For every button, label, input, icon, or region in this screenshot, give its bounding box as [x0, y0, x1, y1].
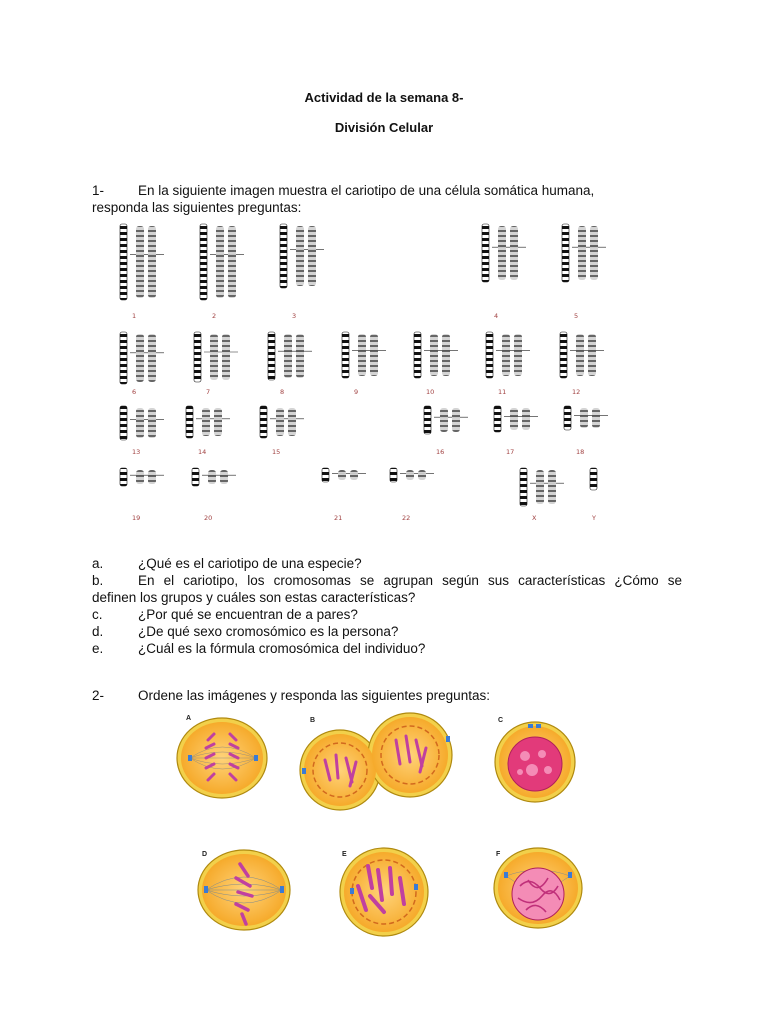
chromatid-21-1: [338, 470, 346, 480]
karyotype-label-18: 18: [576, 448, 585, 456]
cell-e-centrosome-left: [350, 888, 354, 894]
chromatid-x-1: [536, 470, 544, 504]
chromatid-14-2: [214, 408, 222, 436]
ideogram-14: [186, 406, 193, 438]
cell-c-centrosome-2: [536, 724, 541, 728]
chromosome-22: [390, 468, 434, 482]
ideogram-1: [120, 224, 127, 300]
ideogram-13: [120, 406, 127, 440]
ideogram-11: [486, 332, 493, 378]
chromosome-6: [120, 332, 164, 384]
cell-c-label: C: [498, 717, 504, 724]
chromatid-17-1: [510, 408, 518, 430]
karyotype-label-14: 14: [198, 448, 207, 456]
page-title: Actividad de la semana 8-: [304, 90, 464, 105]
chromosome-14: [186, 406, 230, 438]
cell-e: [340, 848, 428, 936]
karyotype-label-5: 5: [574, 312, 579, 320]
karyotype-label-19: 19: [132, 514, 141, 522]
chromatid-6-1: [136, 334, 144, 382]
karyotype-label-1: 1: [132, 312, 137, 320]
ideogram-2: [200, 224, 207, 300]
chromosome-5: [562, 224, 606, 282]
chromatid-12-2: [588, 334, 596, 376]
ideogram-12: [560, 332, 567, 378]
karyotype-label-16: 16: [436, 448, 445, 456]
cell-c-nucleus: [508, 737, 562, 791]
chromosome-16: [424, 406, 468, 434]
question-1-line2: responda las siguientes preguntas:: [92, 200, 302, 215]
ideogram-y: [590, 468, 597, 490]
chromosome-1: [120, 224, 164, 300]
subquestion-d-text: ¿De qué sexo cromosómico es la persona?: [138, 624, 399, 639]
cell-c-centrosome-1: [528, 724, 533, 728]
subquestion-d: [92, 623, 682, 640]
chromatid-1-1: [136, 226, 144, 298]
ideogram-x: [520, 468, 527, 506]
ideogram-18: [564, 406, 571, 430]
chromatid-13-2: [148, 408, 156, 438]
subquestion-b-cont: definen los grupos y cuáles son estas características?: [92, 590, 416, 605]
cell-b-centrosome-right: [446, 736, 450, 742]
chromosome-4: [482, 224, 526, 282]
karyotype-label-6: 6: [132, 388, 137, 396]
cell-a-centrosome-left: [188, 755, 192, 761]
subquestion-e-text: ¿Cuál es la fórmula cromosómica del individuo?: [138, 641, 426, 656]
karyotype-label-12: 12: [572, 388, 581, 396]
chromosome-19: [120, 468, 164, 486]
chromatid-18-1: [580, 408, 588, 428]
cell-e-label: E: [342, 851, 347, 858]
chromatid-11-2: [514, 334, 522, 376]
chromatid-16-2: [452, 408, 460, 432]
cell-f-label: F: [496, 851, 501, 858]
chromatid-3-2: [308, 226, 316, 286]
subquestion-e: [92, 640, 682, 657]
ideogram-3: [280, 224, 287, 288]
chromatid-18-2: [592, 408, 600, 428]
chromatid-17-2: [522, 408, 530, 430]
question-2-text: Ordene las imágenes y responda las siguientes preguntas:: [138, 688, 490, 703]
cell-b-label: B: [310, 717, 316, 724]
chromatid-15-1: [276, 408, 284, 436]
chromosome-2: [200, 224, 244, 300]
chromatid-3-1: [296, 226, 304, 286]
ideogram-16: [424, 406, 431, 434]
karyotype-label-13: 13: [132, 448, 141, 456]
cell-b-centrosome-left: [302, 768, 306, 774]
question-1-line1: En la siguiente imagen muestra el cariotipo de una célula somática humana,: [138, 183, 595, 198]
chromatid-4-1: [498, 226, 506, 280]
chromatid-20-2: [220, 470, 228, 484]
chromatid-19-2: [148, 470, 156, 484]
cell-division-figure: [170, 700, 600, 950]
chromatid-20-1: [208, 470, 216, 484]
cell-d-label: D: [202, 851, 208, 858]
chromosome-y: [590, 468, 597, 490]
ideogram-20: [192, 468, 199, 486]
chromosome-9: [342, 332, 386, 378]
karyotype-label-17: 17: [506, 448, 515, 456]
chromatid-8-2: [296, 334, 304, 378]
ideogram-17: [494, 406, 501, 432]
question-2-number: 2-: [92, 688, 105, 703]
cell-e-centrosome-right: [414, 884, 418, 890]
cell-f-centrosome-left: [504, 872, 508, 878]
ideogram-4: [482, 224, 489, 282]
chromosome-21: [322, 468, 366, 482]
cell-d-centrosome-left: [204, 886, 208, 893]
chromatid-13-1: [136, 408, 144, 438]
karyotype-label-21: 21: [334, 514, 343, 522]
subquestion-d-letter: d.: [92, 624, 104, 639]
subquestion-a: [92, 555, 682, 572]
karyotype-figure: [110, 220, 620, 530]
chromatid-7-1: [210, 334, 218, 380]
chromatid-x-2: [548, 470, 556, 504]
chromatid-15-2: [288, 408, 296, 436]
chromatid-14-1: [202, 408, 210, 436]
chromatid-22-2: [418, 470, 426, 480]
chromosome-x: [520, 468, 564, 506]
chromatid-19-1: [136, 470, 144, 484]
ideogram-15: [260, 406, 267, 438]
karyotype-label-x: X: [532, 514, 537, 522]
ideogram-19: [120, 468, 127, 486]
cell-d-centrosome-right: [280, 886, 284, 893]
chromatid-2-1: [216, 226, 224, 298]
chromatid-22-1: [406, 470, 414, 480]
chromatid-6-2: [148, 334, 156, 382]
karyotype-label-2: 2: [212, 312, 217, 320]
chromatid-4-2: [510, 226, 518, 280]
chromatid-21-2: [350, 470, 358, 480]
subquestion-a-letter: a.: [92, 556, 104, 571]
cell-e-cytoplasm: [344, 852, 424, 932]
chromatid-5-2: [590, 226, 598, 280]
cell-f-centrosome-right: [568, 872, 572, 878]
karyotype-label-22: 22: [402, 514, 411, 522]
chromosome-12: [560, 332, 604, 378]
chromosome-8: [268, 332, 312, 380]
chromatid-16-1: [440, 408, 448, 432]
ideogram-22: [390, 468, 397, 482]
chromosome-3: [280, 224, 324, 288]
chromatid-10-2: [442, 334, 450, 376]
chromosome-15: [260, 406, 304, 438]
page-subtitle: División Celular: [334, 120, 434, 135]
cell-b: [300, 713, 452, 810]
cell-f: [494, 848, 582, 928]
chromatid-5-1: [578, 226, 586, 280]
ideogram-9: [342, 332, 349, 378]
ideogram-7: [194, 332, 201, 382]
cell-b-cytoplasm-left: [304, 734, 376, 806]
karyotype-label-7: 7: [206, 388, 211, 396]
karyotype-label-15: 15: [272, 448, 281, 456]
subquestion-e-letter: e.: [92, 641, 104, 656]
subquestion-b-text: En el cariotipo, los cromosomas se agrupan según sus características ¿Cómo se: [138, 573, 682, 588]
chromatid-8-1: [284, 334, 292, 378]
subquestion-c-letter: c.: [92, 607, 103, 622]
chromatid-10-1: [430, 334, 438, 376]
cell-d: [198, 850, 290, 930]
chromatid-11-1: [502, 334, 510, 376]
chromatid-7-2: [222, 334, 230, 380]
subquestion-b-letter: b.: [92, 573, 104, 588]
karyotype-label-20: 20: [204, 514, 213, 522]
karyotype-label-10: 10: [426, 388, 435, 396]
question-1: [92, 182, 682, 216]
subquestion-c: [92, 606, 682, 623]
karyotype-label-11: 11: [498, 388, 507, 396]
chromosome-13: [120, 406, 164, 440]
subquestion-c-text: ¿Por qué se encuentran de a pares?: [138, 607, 358, 622]
chromosome-20: [192, 468, 236, 486]
chromatid-12-1: [576, 334, 584, 376]
cell-c: [495, 717, 575, 802]
ideogram-5: [562, 224, 569, 282]
subquestion-b: [92, 572, 682, 606]
ideogram-8: [268, 332, 275, 380]
karyotype-label-3: 3: [292, 312, 297, 320]
chromosome-18: [564, 406, 608, 430]
cell-a: [177, 715, 267, 798]
karyotype-label-4: 4: [494, 312, 499, 320]
chromatid-1-2: [148, 226, 156, 298]
subquestion-a-text: ¿Qué es el cariotipo de una especie?: [138, 556, 362, 571]
karyotype-label-9: 9: [354, 388, 359, 396]
chromosome-11: [486, 332, 530, 378]
chromosome-7: [194, 332, 238, 382]
cell-a-centrosome-right: [254, 755, 258, 761]
ideogram-6: [120, 332, 127, 384]
question-1-number: 1-: [92, 183, 105, 198]
ideogram-21: [322, 468, 329, 482]
chromatid-2-2: [228, 226, 236, 298]
cell-a-label: A: [186, 715, 192, 722]
karyotype-label-8: 8: [280, 388, 285, 396]
chromatid-9-1: [358, 334, 366, 376]
chromosome-10: [414, 332, 458, 378]
chromatid-9-2: [370, 334, 378, 376]
chromosome-17: [494, 406, 538, 432]
ideogram-10: [414, 332, 421, 378]
karyotype-label-y: Y: [592, 514, 596, 522]
